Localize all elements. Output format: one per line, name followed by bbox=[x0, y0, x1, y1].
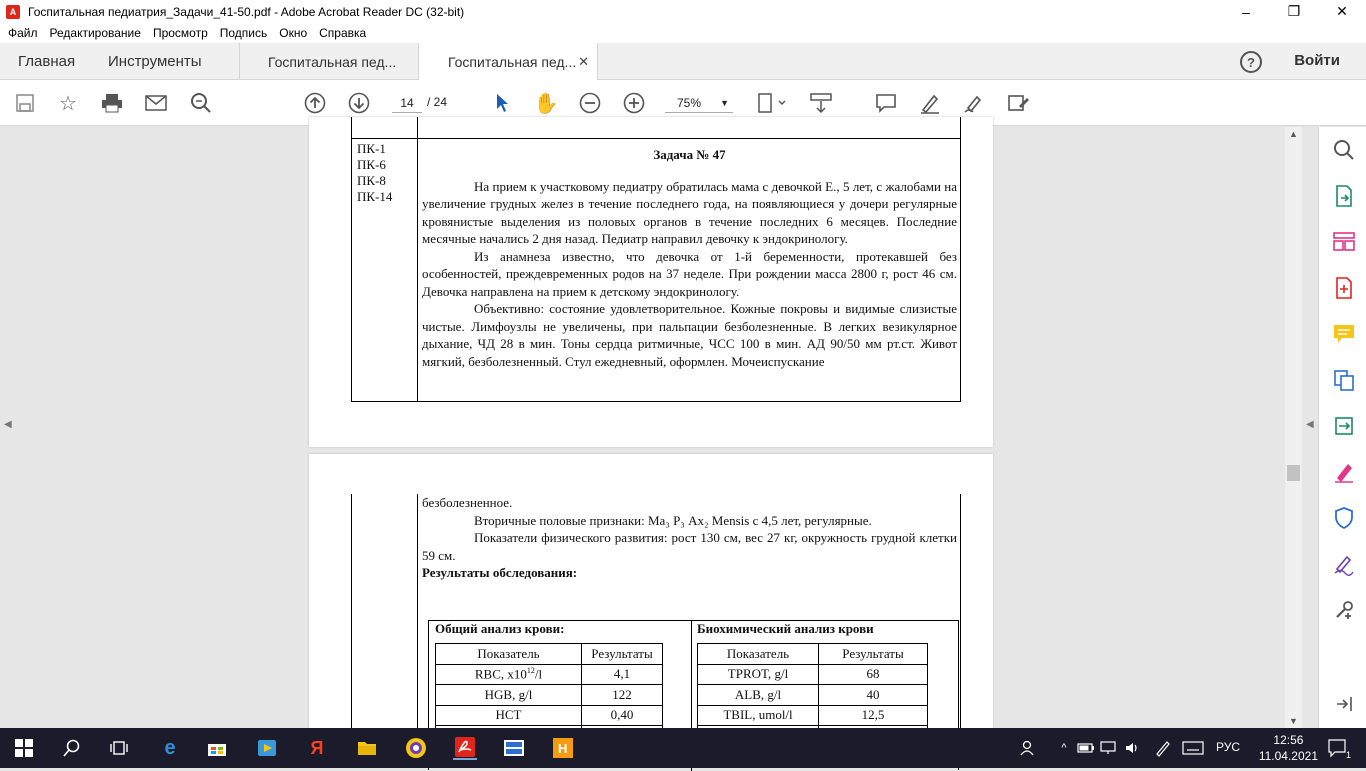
total-pages: / 24 bbox=[427, 95, 448, 109]
media-player-icon[interactable] bbox=[255, 736, 279, 760]
print-icon[interactable] bbox=[99, 90, 125, 116]
search-zoom-icon[interactable] bbox=[1331, 137, 1357, 163]
menu-file[interactable]: Файл bbox=[8, 26, 38, 40]
col-header: Результаты bbox=[582, 644, 663, 665]
select-cursor-icon[interactable] bbox=[489, 90, 515, 116]
edit-pdf-icon[interactable] bbox=[1331, 413, 1357, 439]
notification-count: 1 bbox=[1345, 750, 1351, 760]
paragraph: Показатели физического развития: рост 130 см, вес 27 кг, окружность грудной клетки 59 см. bbox=[422, 530, 957, 563]
cell: RBC, $x10^{12}/l$ bbox=[436, 664, 582, 685]
highlight-pen-icon[interactable] bbox=[917, 90, 943, 116]
menu-bar bbox=[0, 23, 1366, 43]
cell: 68 bbox=[819, 664, 928, 685]
menu-sign[interactable]: Подпись bbox=[219, 26, 268, 40]
organize-pages-icon[interactable] bbox=[1331, 229, 1357, 255]
cell: ALB, g/l bbox=[698, 685, 819, 706]
left-panel-toggle-icon[interactable]: ◀ bbox=[4, 419, 12, 430]
collapse-pane-icon[interactable] bbox=[1331, 691, 1357, 717]
bio-heading: Биохимический анализ крови bbox=[697, 621, 874, 636]
zoom-select[interactable] bbox=[665, 93, 733, 113]
tab-tools[interactable]: Инструменты bbox=[108, 53, 202, 70]
keyboard-icon[interactable] bbox=[1181, 736, 1205, 760]
col-header: Результаты bbox=[819, 644, 928, 665]
task-table bbox=[351, 117, 961, 402]
right-panel-toggle-icon[interactable]: ◀ bbox=[1306, 419, 1314, 430]
tools-pane bbox=[1318, 127, 1366, 728]
close-tab-icon[interactable]: ✕ bbox=[578, 54, 589, 69]
clock-date: 11.04.2021 bbox=[1258, 749, 1318, 763]
combine-files-icon[interactable] bbox=[1331, 367, 1357, 393]
table-row bbox=[698, 685, 928, 706]
svg-text:H: H bbox=[558, 741, 568, 756]
scroll-mode-icon[interactable] bbox=[808, 90, 834, 116]
more-tools-icon[interactable] bbox=[1006, 90, 1032, 116]
fill-sign-icon[interactable] bbox=[1331, 459, 1357, 485]
vertical-scrollbar[interactable] bbox=[1285, 127, 1302, 728]
menu-view[interactable]: Просмотр bbox=[152, 26, 208, 40]
cell: HCT bbox=[436, 705, 582, 726]
cell: TBIL, umol/l bbox=[698, 705, 819, 726]
results-heading: Результаты обследования: bbox=[422, 565, 578, 580]
table-row bbox=[698, 664, 928, 685]
table-row bbox=[698, 705, 928, 726]
cell: 12,5 bbox=[819, 705, 928, 726]
hand-tool-icon[interactable]: ✋ bbox=[533, 92, 559, 115]
paragraph: На прием к участковому педиатру обратилась мама с девочкой Е., 5 лет, с жалобами на увеличение грудных желез в течение последнего года, на появляющиеся у дочери регулярные кровянистые выделения из половых органов в течение последних 6 месяцев. Последние месячные начались 2 дня назад. Педиатр направил девочку к эндокринологу. bbox=[422, 178, 957, 246]
zoom-in-icon[interactable] bbox=[621, 90, 647, 116]
login-button[interactable]: Войти bbox=[1294, 52, 1340, 69]
comment-icon[interactable] bbox=[1331, 321, 1357, 347]
minimize-button[interactable]: – bbox=[1242, 3, 1250, 20]
task-text-continued bbox=[422, 494, 957, 582]
pdf-page-15 bbox=[309, 454, 993, 744]
scroll-thumb[interactable] bbox=[1287, 465, 1300, 481]
cell: TPROT, g/l bbox=[698, 664, 819, 685]
restore-button[interactable]: ❐ bbox=[1287, 3, 1301, 19]
email-icon[interactable] bbox=[143, 90, 169, 116]
chevron-down-icon: ▼ bbox=[720, 98, 729, 108]
task-table-continued bbox=[351, 494, 961, 754]
pen-icon[interactable] bbox=[1151, 736, 1175, 760]
page-number-input[interactable]: 14 bbox=[392, 93, 422, 113]
help-icon[interactable]: ? bbox=[1240, 51, 1262, 73]
pk-code: ПК-1 bbox=[357, 141, 386, 156]
col-header: Показатель bbox=[436, 644, 582, 665]
pk-code: ПК-6 bbox=[357, 157, 386, 172]
export-pdf-icon[interactable] bbox=[1331, 183, 1357, 209]
network-icon[interactable] bbox=[1096, 736, 1120, 760]
comment-icon[interactable] bbox=[873, 90, 899, 116]
search-zoom-icon[interactable] bbox=[188, 90, 214, 116]
table-row bbox=[436, 685, 663, 706]
create-pdf-icon[interactable] bbox=[1331, 275, 1357, 301]
search-icon[interactable] bbox=[60, 736, 84, 760]
show-hidden-icons-icon[interactable]: ^ bbox=[1061, 742, 1067, 754]
clock-time: 12:56 bbox=[1273, 733, 1304, 747]
task-view-icon[interactable] bbox=[107, 736, 131, 760]
tab-document-1[interactable] bbox=[239, 43, 418, 80]
competency-codes bbox=[357, 141, 392, 205]
hosting-app-icon[interactable] bbox=[551, 736, 575, 760]
cell: 122 bbox=[582, 685, 663, 706]
tab-document-2[interactable] bbox=[418, 43, 598, 81]
next-page-icon[interactable] bbox=[346, 90, 372, 116]
zoom-out-icon[interactable] bbox=[577, 90, 603, 116]
notification-center-icon[interactable] bbox=[1325, 736, 1349, 760]
cbc-heading: Общий анализ крови: bbox=[435, 621, 565, 636]
clock[interactable] bbox=[1259, 732, 1318, 764]
tab-document-2-label: Госпитальная пед... bbox=[448, 54, 577, 70]
request-signature-icon[interactable] bbox=[1331, 551, 1357, 577]
notes-app-icon[interactable] bbox=[502, 736, 526, 760]
paragraph: Вторичные половые признаки: Ма₃ Р₃ Ах₂ Mensis с 4,5 лет, регулярные. bbox=[474, 512, 872, 528]
battery-icon[interactable] bbox=[1074, 736, 1098, 760]
cell: HGB, g/l bbox=[436, 685, 582, 706]
edge-browser-icon[interactable]: e bbox=[164, 736, 176, 759]
table-row bbox=[436, 705, 663, 726]
yandex-browser-icon[interactable] bbox=[404, 736, 428, 760]
windows-start-icon[interactable] bbox=[12, 736, 36, 760]
close-button[interactable]: ✕ bbox=[1336, 3, 1348, 19]
paragraph: Из анамнеза известно, что девочка от 1-й беременности, протекавшей без особенностей, преждевременных родов на 37 неделе. При рождении масса 2800 г, рост 46 см. Девочка направлена на прием к детскому эндокринологу. bbox=[422, 248, 957, 299]
table-row bbox=[436, 664, 663, 685]
pdf-icon: A bbox=[6, 5, 20, 19]
pdf-page-14 bbox=[309, 117, 993, 447]
task-text bbox=[422, 140, 957, 370]
menu-edit[interactable]: Редактирование bbox=[49, 26, 141, 40]
paragraph: Объективно: состояние удовлетворительное. Кожные покровы и видимые слизистые чистые. Лимфоузлы не увеличены, при пальпации безболезненные. В легких везикулярное дыхание, ЧД 28 в мин. Тоны сердца ритмичные, ЧСС 100 в мин. АД 90/50 мм рт.ст. Живот мягкий, безболезненный. Стул ежедневный, оформлен. Мочеиспускание bbox=[422, 301, 957, 369]
tab-document-1-label: Госпитальная пед... bbox=[268, 53, 397, 70]
window-title: Госпитальная педиатрия_Задачи_41-50.pdf - Adobe Acrobat Reader DC (32-bit) bbox=[28, 4, 465, 19]
language-indicator[interactable]: РУС bbox=[1215, 740, 1240, 754]
protect-shield-icon[interactable] bbox=[1331, 505, 1357, 531]
paragraph: безболезненное. bbox=[422, 495, 513, 510]
bookmark-star-icon[interactable]: ☆ bbox=[59, 92, 77, 115]
task-title: Задача № 47 bbox=[653, 147, 726, 162]
col-header: Показатель bbox=[698, 644, 819, 665]
scroll-up-icon[interactable]: ▲ bbox=[1289, 129, 1298, 139]
volume-icon[interactable] bbox=[1121, 736, 1145, 760]
people-icon[interactable] bbox=[1017, 736, 1041, 760]
menu-window[interactable]: Окно bbox=[279, 26, 308, 40]
pk-code: ПК-8 bbox=[357, 173, 386, 188]
sign-pen-icon[interactable] bbox=[961, 90, 987, 116]
pk-code: ПК-14 bbox=[357, 189, 393, 204]
previous-page-icon[interactable] bbox=[302, 90, 328, 116]
menu-help[interactable]: Справка bbox=[319, 26, 367, 40]
cell: 0,40 bbox=[582, 705, 663, 726]
yandex-icon[interactable]: Я bbox=[310, 737, 324, 758]
cell: 40 bbox=[819, 685, 928, 706]
document-viewer[interactable] bbox=[0, 127, 1318, 728]
title-bar bbox=[0, 0, 1366, 23]
zoom-value: 75% bbox=[677, 96, 702, 110]
tools-wrench-icon[interactable] bbox=[1331, 597, 1357, 623]
save-icon[interactable] bbox=[12, 90, 38, 116]
file-explorer-icon[interactable] bbox=[355, 736, 379, 760]
taskbar bbox=[0, 728, 1366, 768]
acrobat-reader-icon[interactable] bbox=[453, 736, 477, 760]
scroll-down-icon[interactable]: ▼ bbox=[1289, 716, 1298, 726]
store-icon[interactable] bbox=[205, 736, 229, 760]
page-fit-icon[interactable] bbox=[755, 90, 789, 116]
tab-home[interactable]: Главная bbox=[18, 53, 76, 70]
cell: 4,1 bbox=[582, 664, 663, 685]
tab-bar bbox=[0, 43, 1366, 80]
